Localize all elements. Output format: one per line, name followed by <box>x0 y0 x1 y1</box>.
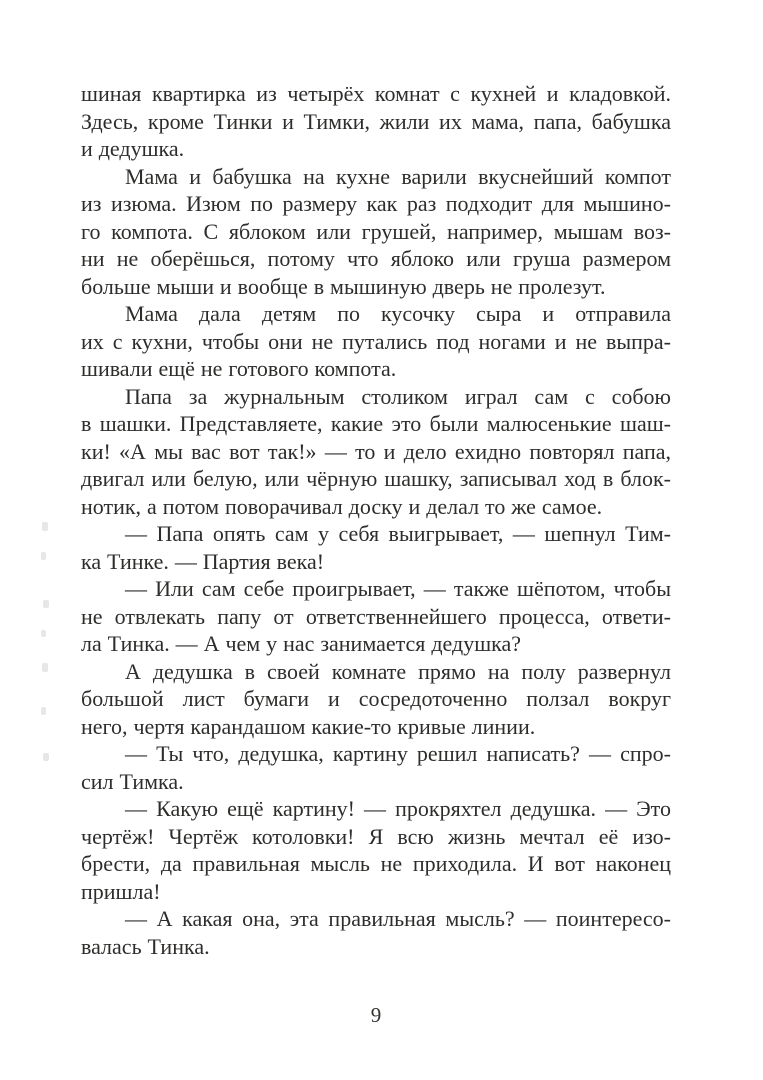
text-line: шивали ещё не готового компота. <box>81 356 397 381</box>
text-line: шиная квартирка из четырёх комнат с кухней и кладовкой. <box>81 81 671 106</box>
page-text <box>81 80 671 960</box>
page-number: 9 <box>370 1003 382 1027</box>
text-line: — Какую ещё картину! — прокряхтел дедушка. — Это <box>125 796 671 821</box>
text-line: чертёж! Чертёж котоловки! Я всю жизнь мечтал её изо- <box>81 823 671 849</box>
text-line: ни не оберёшься, потому что яблоко или груша размером <box>81 246 671 271</box>
text-line: — Или сам себе проигрывает, — также шёпотом, чтобы <box>125 576 671 601</box>
text-line: — Ты что, дедушка, картину решил написать? — спро- <box>125 741 671 766</box>
scan-speck <box>41 552 46 560</box>
text-line: в шашки. Представляете, какие это были малюсенькие шаш- <box>81 411 671 436</box>
text-line: большой лист бумаги и сосредоточенно ползал вокруг <box>81 686 671 711</box>
text-line: ка Тинке. — Партия века! <box>81 548 325 574</box>
text-line: Мама и бабушка на кухне варили вкуснейший компот <box>125 163 671 189</box>
scan-speck <box>43 600 49 608</box>
scan-speck <box>42 522 48 531</box>
text-line: валась Тинка. <box>81 933 210 959</box>
text-line: — А какая она, эта правильная мысль? — поинтересо- <box>125 906 671 931</box>
text-line: сил Тимка. <box>81 768 184 794</box>
text-line: не отвлекать папу от ответственнейшего процесса, ответи- <box>81 603 671 629</box>
scan-speck <box>42 663 48 672</box>
text-line: пришла! <box>81 878 161 904</box>
scan-speck <box>41 707 46 715</box>
text-line: ки! «А мы вас вот так!» — то и дело ехидно повторял папа, <box>81 438 671 464</box>
text-line: го компота. С яблоком или грушей, например, мышам воз- <box>81 218 671 244</box>
text-line: нотик, а потом поворачивал доску и делал то же самое. <box>81 493 603 519</box>
text-line: Мама дала детям по кусочку сыра и отправила <box>125 301 671 326</box>
text-line: и дедушка. <box>81 136 185 161</box>
text-line: Здесь, кроме Тинки и Тимки, жили их мама, папа, бабушка <box>81 108 671 134</box>
text-line: ла Тинка. — А чем у нас занимается дедушка? <box>81 631 522 656</box>
scan-speck <box>43 753 49 761</box>
text-line: из изюма. Изюм по размеру как раз подходит для мышино- <box>81 191 671 216</box>
text-line: А дедушка в своей комнате прямо на полу развернул <box>125 658 671 684</box>
scan-speck <box>41 630 46 637</box>
text-line: двигал или белую, или чёрную шашку, записывал ход в блок- <box>81 466 671 491</box>
text-line: их с кухни, чтобы они не путались под ногами и не выпра- <box>81 328 671 354</box>
text-line: него, чертя карандашом какие-то кривые линии. <box>81 713 536 739</box>
text-line: брести, да правильная мысль не приходила. И вот наконец <box>81 851 671 876</box>
text-line: Папа за журнальным столиком играл сам с собою <box>125 383 671 409</box>
text-line: — Папа опять сам у себя выигрывает, — шепнул Тим- <box>125 521 671 546</box>
text-line: больше мыши и вообще в мышиную дверь не пролезут. <box>81 273 606 299</box>
